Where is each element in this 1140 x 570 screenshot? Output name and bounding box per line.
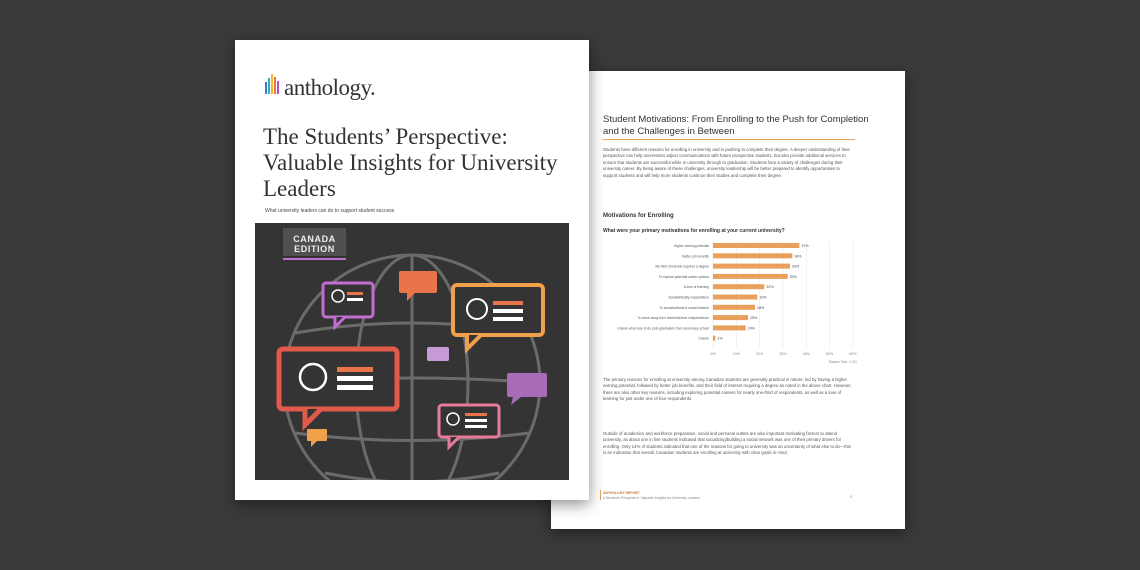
chart-bar — [713, 274, 788, 279]
chart-value-label: 18% — [757, 305, 765, 310]
chart-value-label: 32% — [789, 274, 797, 279]
chart-tick-label: 30% — [779, 352, 787, 356]
chat-bubble-orange-top-icon — [399, 271, 437, 301]
footer-subtitle: A Student's Perspective: Valuable Insights for University Leaders — [603, 496, 701, 500]
chat-bubble-lilac-small-icon — [427, 347, 449, 361]
chat-bubble-yellow-large-icon — [453, 285, 543, 349]
chart-category-label: My field of interest requires a degree — [655, 264, 709, 269]
analysis-paragraph: The primary reasons for enrolling at university among Canadian students are generally practical in nature, led by having a higher earning potential, followed by better job benefits, and their field of interest requiring a degree as noted in the above chart. However, there are also other key reasons, including exploring potential careers for nearly one-third of respondents, as well as a love of learning for just under one of four respondents. — [603, 377, 852, 402]
chart-tick-label: 60% — [849, 352, 857, 356]
title-divider — [603, 139, 855, 140]
chart-tick-label: 10% — [732, 352, 740, 356]
brand-name: anthology. — [284, 75, 376, 100]
chart-tick-label: 50% — [826, 352, 834, 356]
chart-bar — [713, 305, 755, 310]
chart-value-label: 22% — [766, 285, 774, 290]
section-title: Student Motivations: From Enrolling to the Push for Completion and the Challenges in Between — [603, 114, 869, 137]
analysis-paragraph-2: Outside of academics and workforce preparation, social and personal outlets are also important motivating factors to attend university, as about one in five students indicated that socializing/building a social network was one of their primary drivers for enrolling. Only 14% of students indicated that one of the reasons for going to university was an uncertainty of what else to do—this is an indication that overall, Canadian students are enrolling at university with clear goals in mind. — [603, 431, 851, 456]
chart-category-label: Unsure — [698, 336, 709, 341]
chart-value-label: 37% — [801, 244, 809, 248]
cover-subtitle: What university leaders can do to support student success — [265, 208, 395, 214]
chat-bubble-purple-small-icon — [323, 283, 373, 327]
chart-bar — [713, 243, 799, 248]
chat-bubble-orange-small-icon — [307, 429, 327, 447]
intro-paragraph: Students have different reasons for enrolling in university and in pushing to complete their degree. A deeper understanding of their perspective can help universities adjust communications with future prospective students, but also provide additional services to ensure that students are successful while in university through to graduation. Students face a variety of challenges during their university career. By being aware of these challenges, university leadership will be better prepared to identify opportunities to support students and will help more students continue their studies and complete their degree. — [603, 147, 850, 178]
chat-bubble-red-large-icon — [279, 349, 397, 425]
edition-line-1: CANADA — [293, 234, 336, 244]
chart-value-label: 34% — [794, 254, 802, 259]
chart-bar — [713, 315, 748, 320]
chart-bar — [713, 284, 764, 289]
globe-chat-illustration — [255, 223, 569, 480]
chart-value-label: 19% — [759, 295, 767, 300]
footer-accent — [600, 490, 601, 500]
chart-bar — [713, 295, 757, 300]
chart-category-label: Societal/family expectations — [668, 295, 709, 300]
chart-category-label: Better job benefits — [682, 254, 709, 259]
anthology-logo-icon — [265, 72, 281, 94]
cover-title: The Students’ Perspective: Valuable Insights for University Leaders — [263, 124, 558, 201]
chart-value-label: 14% — [747, 326, 755, 331]
chart-category-label: To explore potential career options — [658, 274, 709, 279]
chat-bubble-purple-right-icon — [507, 373, 547, 405]
chart-value-label: 1% — [717, 336, 723, 341]
chart-bar — [713, 336, 715, 341]
chart-tick-label: 20% — [756, 352, 764, 356]
chart-tick-label: 0% — [710, 352, 716, 356]
chart-tick-label: 40% — [802, 352, 810, 356]
chart-bar — [713, 325, 746, 330]
chart-category-label: A love of learning — [683, 285, 709, 290]
report-page-back — [551, 71, 905, 529]
chart-category-label: Higher earning potential — [673, 244, 709, 248]
chart-category-label: Unsure what else to do post-graduation from secondary school — [617, 326, 709, 331]
edition-line-2: EDITION — [294, 244, 335, 254]
chart-value-label: 33% — [792, 264, 800, 269]
chat-bubble-pink-icon — [439, 405, 499, 447]
chart-bar — [713, 253, 792, 258]
cover-illustration — [255, 223, 569, 480]
footer-label: ANTHOLOGY REPORT — [603, 491, 640, 495]
section-heading: Motivations for Enrolling — [603, 213, 674, 219]
chart-category-label: To move away from home/achieve independence — [637, 316, 709, 321]
page-number: 5 — [850, 495, 852, 499]
motivations-bar-chart — [591, 237, 861, 373]
chart-sample-note: Sample Size: 1,011 — [828, 360, 857, 364]
report-cover — [235, 40, 589, 500]
chart-category-label: To socialize/build a social network — [659, 305, 709, 310]
chart-value-label: 15% — [750, 316, 758, 321]
chart-bar — [713, 264, 790, 269]
chart-question: What were your primary motivations for enrolling at your current university? — [603, 228, 785, 234]
